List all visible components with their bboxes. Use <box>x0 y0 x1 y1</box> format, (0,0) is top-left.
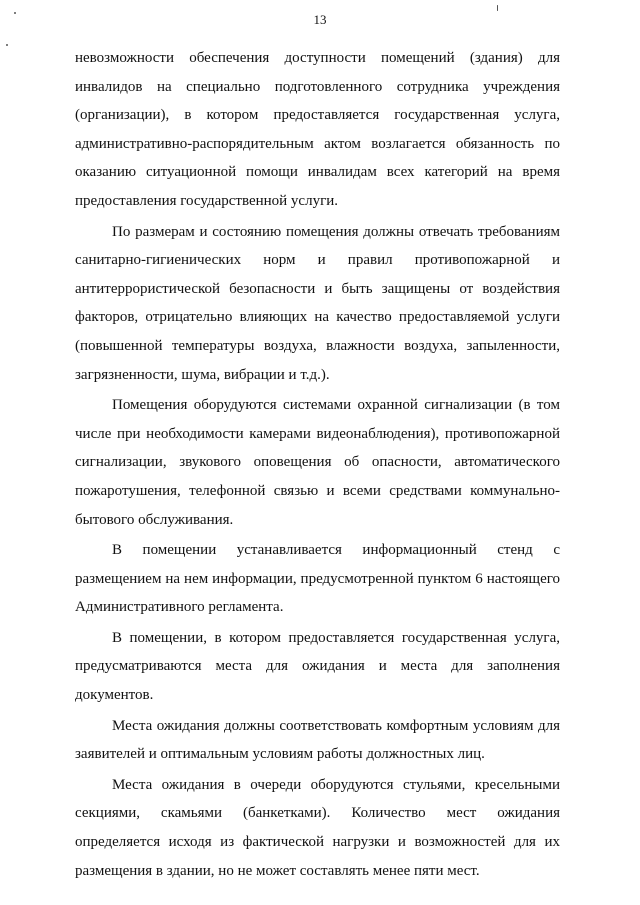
paragraph-waiting-comfort: Места ожидания должны соответствовать комфортным условиям для заявителей и оптимальным условиям работы должностных лиц. <box>75 717 560 763</box>
page-number: 13 <box>313 12 327 27</box>
paragraph-waiting-places: В помещении, в котором предоставляется государственная услуга, предусматриваются места для ожидания и места для заполнения документов. <box>75 629 560 704</box>
document-text <box>75 44 560 887</box>
paragraph-premises-equipment: Помещения оборудуются системами охранной сигнализации (в том числе при необходимости камерами видеонаблюдения), противопожарной сигнализации, звукового оповещения об опасности, автоматического пожаротушения, телефонной связью и всеми средствами коммунально-бытового обслуживания. <box>75 397 560 528</box>
paragraph-waiting-seating: Места ожидания в очереди оборудуются стульями, кресельными секциями, скамьями (банкетками). Количество мест ожидания определяется исходя из фактической нагрузки и возможностей для их размещения в здании, но не может составлять менее пяти мест. <box>75 776 560 879</box>
paragraph-premises-requirements: По размерам и состоянию помещения должны отвечать требованиям санитарно-гигиенических норм и правил противопожарной и антитеррористической безопасности и быть защищены от воздействия факторов, отрицательно влияющих на качество предоставляемой услуги (повышенной температуры воздуха, влажности воздуха, запыленности, загрязненности, шума, вибрации и т.д.). <box>75 223 560 383</box>
scan-speck <box>497 5 498 11</box>
scan-speck <box>14 12 16 14</box>
paragraph-continuation: невозможности обеспечения доступности помещений (здания) для инвалидов на специально подготовленного сотрудника учреждения (организации), в котором предоставляется государственная услуга, административно-распорядительным актом возлагается обязанность по оказанию ситуационной помощи инвалидам всех категорий на время предоставления государственной услуги. <box>75 50 560 209</box>
paragraph-information-stand: В помещении устанавливается информационный стенд с размещением на нем информации, предусмотренной пунктом 6 настоящего Административного регламента. <box>75 542 560 616</box>
scan-speck <box>6 44 8 46</box>
